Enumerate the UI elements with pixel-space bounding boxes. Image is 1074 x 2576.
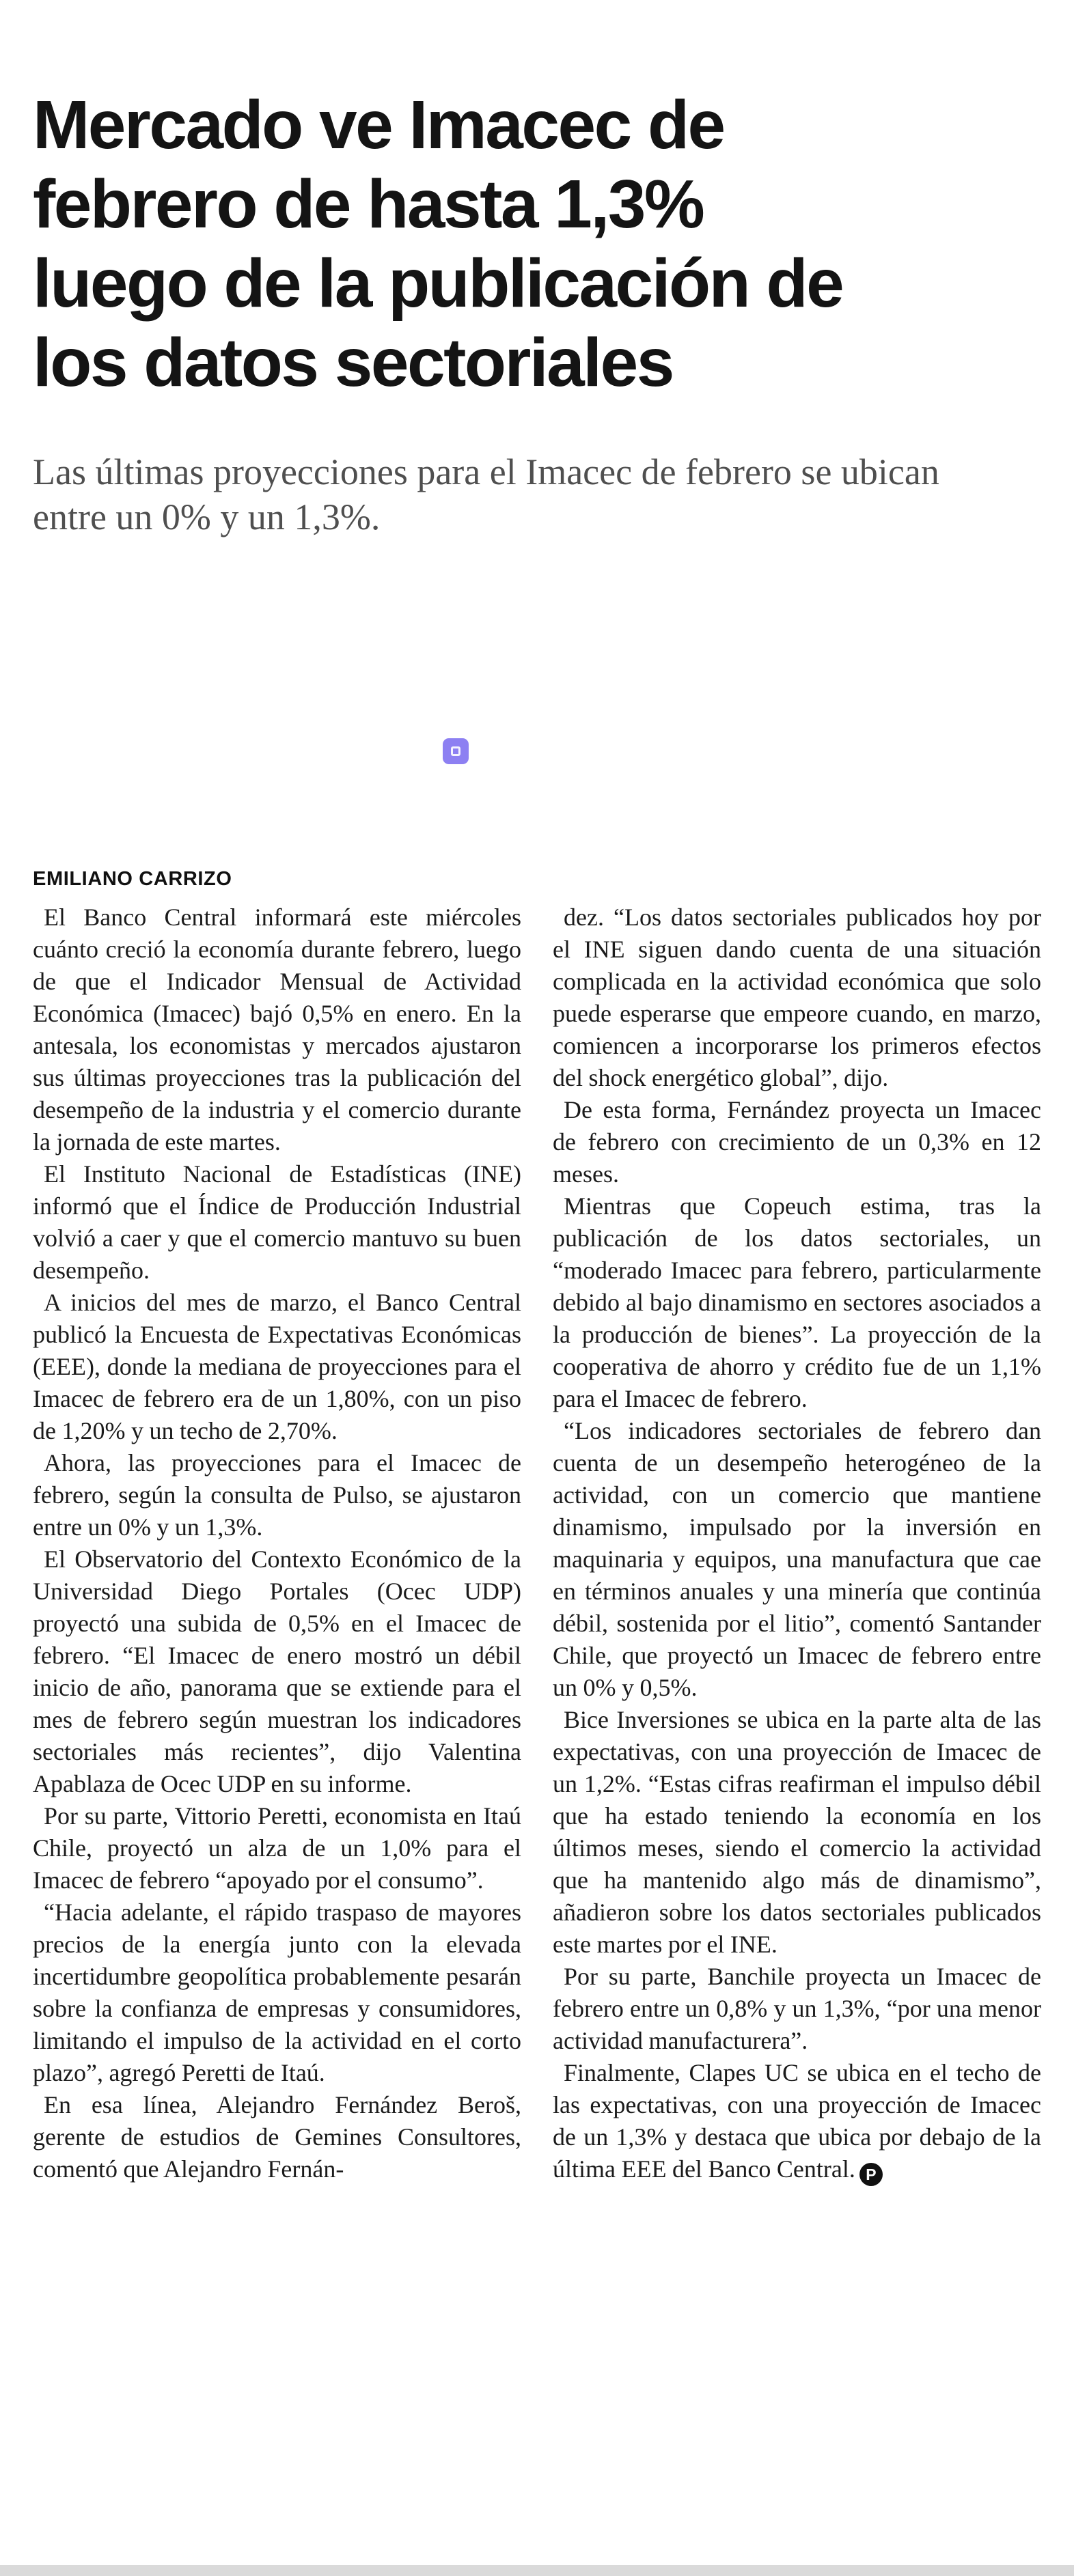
paragraph: De esta forma, Fernández proyecta un Imacec de febrero con crecimiento de un 0,3% en 12 meses. <box>553 1095 1041 1188</box>
headline-line: Mercado ve Imacec de <box>33 87 724 163</box>
paragraph: A inicios del mes de marzo, el Banco Central publicó la Encuesta de Expectativas Económicas (EEE), donde la mediana de proyecciones para el Imacec de febrero era de un 1,80%, con un piso de 1,20% y un techo de 2,70%. <box>33 1288 521 1444</box>
paragraph: El Observatorio del Contexto Económico de la Universidad Diego Portales (Ocec UDP) proyectó una subida de 0,5% en el Imacec de febrero. “El Imacec de enero mostró un débil inicio de año, panorama que se extiende para el mes de febrero según muestran los indicadores sectoriales más recientes”, dijo Valentina Apablaza de Ocec UDP en su informe. <box>33 1545 521 1797</box>
paragraph: Por su parte, Banchile proyecta un Imacec de febrero entre un 0,8% y un 1,3%, “por una menor actividad manufacturera”. <box>553 1962 1041 2054</box>
paragraph: Mientras que Copeuch estima, tras la publicación de los datos sectoriales, un “moderado Imacec para febrero, particularmente debido al bajo dinamismo en sectores asociados a la producción de bienes”. La proyección de la cooperativa de ahorro y crédito fue de un 1,1% para el Imacec de febrero. <box>553 1192 1041 1412</box>
embed-area <box>33 540 1041 868</box>
column-left <box>33 901 521 2186</box>
article-body <box>33 901 1041 2186</box>
paragraph: Ahora, las proyecciones para el Imacec de febrero, según la consulta de Pulso, se ajustaron entre un 0% y un 1,3%. <box>33 1448 521 1541</box>
embed-glyph-icon <box>451 746 460 756</box>
paragraph: El Instituto Nacional de Estadísticas (INE) informó que el Índice de Producción Industrial volvió a caer y que el comercio mantuvo su buen desempeño. <box>33 1160 521 1284</box>
paragraph <box>553 2057 1041 2186</box>
paragraph: Por su parte, Vittorio Peretti, economista en Itaú Chile, proyectó un alza de un 1,0% para el Imacec de febrero “apoyado por el consumo”. <box>33 1802 521 1894</box>
page-title <box>33 85 1041 402</box>
byline: EMILIANO CARRIZO <box>33 867 232 890</box>
embed-placeholder-icon[interactable] <box>443 738 469 764</box>
paragraph: dez. “Los datos sectoriales publicados hoy por el INE siguen dando cuenta de una situación complicada en la actividad económica que solo puede esperarse que empeore cuando, en marzo, comiencen a incorporarse los primeros efectos del shock energético global”, dijo. <box>553 903 1041 1091</box>
paragraph: El Banco Central informará este miércoles cuánto creció la economía durante febrero, luego de que el Indicador Mensual de Actividad Económica (Imacec) bajó 0,5% en enero. En la antesala, los economistas y mercados ajustaron sus últimas proyecciones tras la publicación del desempeño de la industria y el comercio durante la jornada de este martes. <box>33 903 521 1156</box>
column-right <box>553 901 1041 2186</box>
paragraph: “Hacia adelante, el rápido traspaso de mayores precios de la energía junto con la elevada incertidumbre geopolítica probablemente pesarán sobre la confianza de empresas y consumidores, limitando el impulso de la actividad en el corto plazo”, agregó Peretti de Itaú. <box>33 1898 521 2086</box>
headline-line: los datos sectoriales <box>33 324 673 401</box>
headline-line: luego de la publicación de <box>33 245 843 322</box>
page-bottom-edge <box>0 2565 1074 2576</box>
headline-line: febrero de hasta 1,3% <box>33 166 704 242</box>
article-deck: Las últimas proyecciones para el Imacec de febrero se ubican entre un 0% y un 1,3%. <box>33 451 939 537</box>
paragraph-text: Finalmente, Clapes UC se ubica en el techo de las expectativas, con una proyección de Imacec de un 1,3% y destaca que ubica por debajo de la última EEE del Banco Central. <box>553 2058 1041 2183</box>
paragraph: “Los indicadores sectoriales de febrero dan cuenta de un desempeño heterogéneo de la actividad, con un comercio que mantiene dinamismo, impulsado por la inversión en maquinaria y equipos, una manufactura que cae en términos anuales y una minería que continúa débil, sostenida por el litio”, comentó Santander Chile, que proyectó un Imacec de febrero entre un 0% y 0,5%. <box>553 1416 1041 1701</box>
paragraph: Bice Inversiones se ubica en la parte alta de las expectativas, con una proyección de Imacec de un 1,2%. “Estas cifras reafirman el impulso débil que ha estado teniendo la economía en los últimos meses, siendo el comercio la actividad que ha mantenido algo más de dinamismo”, añadieron sobre los datos sectoriales publicados este martes por el INE. <box>553 1705 1041 1958</box>
pulso-end-mark-icon: P <box>859 2163 883 2186</box>
paragraph: En esa línea, Alejandro Fernández Beroš, gerente de estudios de Gemines Consultores, comentó que Alejandro Fernán- <box>33 2090 521 2183</box>
